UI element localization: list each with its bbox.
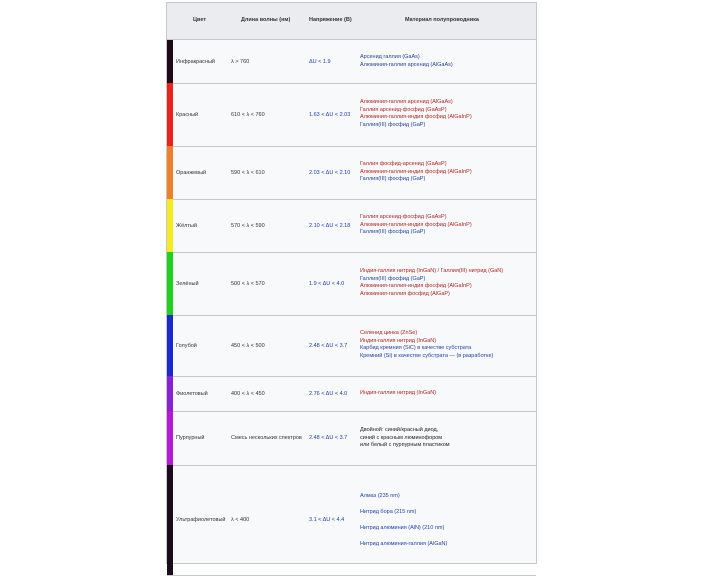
table-row bbox=[167, 315, 536, 377]
table-row bbox=[167, 465, 536, 576]
material-cell bbox=[360, 488, 532, 552]
material-link[interactable]: Селенид цинка (ZnSe) bbox=[360, 330, 418, 336]
voltage-cell: 2.76 < ΔU < 4.0 bbox=[309, 391, 348, 397]
wavelength-cell: 590 < λ < 610 bbox=[231, 170, 265, 176]
voltage-cell: 3.1 < ΔU < 4.4 bbox=[309, 517, 345, 523]
color-name: Зелёный bbox=[176, 281, 199, 287]
voltage-cell: 2.48 < ΔU < 3.7 bbox=[309, 343, 348, 349]
color-name: Красный bbox=[176, 112, 199, 118]
material-link: Двойной: синий/красный диод, bbox=[360, 427, 439, 433]
material-link[interactable]: Алюминия-галлия-индия фосфид (AlGaInP) bbox=[360, 283, 472, 290]
material-link[interactable]: Галлия фосфид-арсенид (GaAsP) bbox=[360, 161, 447, 167]
color-swatch bbox=[167, 376, 173, 411]
color-name: Инфракрасный bbox=[176, 59, 215, 65]
material-link[interactable]: Галлия арсенид-фосфид (GaAsP) bbox=[360, 106, 447, 113]
table-row bbox=[167, 199, 536, 253]
material-cell bbox=[360, 390, 532, 398]
material-cell bbox=[360, 268, 532, 298]
material-link: или белый с пурпурным пластиком bbox=[360, 442, 450, 449]
wavelength-cell: Смесь нескольких спектров bbox=[231, 435, 302, 441]
table-row bbox=[167, 411, 536, 466]
wavelength-cell: 570 < λ < 590 bbox=[231, 223, 265, 229]
table-row bbox=[167, 252, 536, 316]
voltage-cell: ΔU < 1.9 bbox=[309, 59, 331, 65]
table-row bbox=[167, 376, 536, 412]
material-link[interactable]: Галлия(III) фосфид (GaP) bbox=[360, 275, 426, 282]
material-link[interactable]: Нитрид алюминия-галлия (AlGaN) bbox=[360, 541, 448, 547]
header-wavelength[interactable]: Длина волны (нм) bbox=[241, 17, 291, 23]
material-link[interactable]: Галлия(III) фосфид (GaP) bbox=[360, 176, 426, 183]
wavelength-cell: λ > 760 bbox=[231, 59, 250, 65]
wavelength-cell: 610 < λ < 760 bbox=[231, 112, 265, 118]
material-cell bbox=[360, 330, 532, 360]
header-color[interactable]: Цвет bbox=[193, 17, 207, 23]
material-cell bbox=[360, 161, 532, 184]
material-link[interactable]: Индия-галлия нитрид (InGaN) bbox=[360, 337, 437, 344]
material-link[interactable]: Алюминия-галлия-индия фосфид (AlGaInP) bbox=[360, 114, 472, 121]
material-link[interactable]: Алюминия-галлия-индия фосфид (AlGaInP) bbox=[360, 168, 472, 175]
color-name: Голубой bbox=[176, 343, 197, 349]
color-swatch bbox=[167, 40, 173, 83]
color-swatch bbox=[167, 146, 173, 199]
header-material[interactable]: Материал полупроводника bbox=[405, 17, 479, 23]
wavelength-cell: λ < 400 bbox=[231, 517, 250, 523]
material-link[interactable]: Алюминия-галлия фосфид (AlGaP) bbox=[360, 290, 450, 297]
table-row bbox=[167, 40, 536, 84]
color-swatch bbox=[167, 83, 173, 146]
color-swatch bbox=[167, 465, 173, 575]
table-row bbox=[167, 83, 536, 147]
color-swatch bbox=[167, 252, 173, 315]
material-link[interactable]: Галлия(III) фосфид (GaP) bbox=[360, 121, 426, 128]
material-link[interactable]: Алюминия-галлия арсенид (AlGaAs) bbox=[360, 61, 453, 68]
voltage-cell: 1.63 < ΔU < 2.03 bbox=[309, 112, 351, 118]
material-link[interactable]: Алюминия-галлия-индия фосфид (AlGaInP) bbox=[360, 221, 472, 228]
color-swatch bbox=[167, 199, 173, 252]
table-row bbox=[167, 146, 536, 200]
material-cell bbox=[360, 214, 532, 237]
led-color-table bbox=[166, 2, 537, 564]
color-name: Оранжевый bbox=[176, 170, 207, 176]
voltage-cell: 2.48 < ΔU < 3.7 bbox=[309, 435, 348, 441]
material-link[interactable]: Нитрид алюминия (AlN) (210 nm) bbox=[360, 525, 445, 531]
voltage-cell: 2.10 < ΔU < 2.18 bbox=[309, 223, 351, 229]
color-name: Фиолетовый bbox=[176, 391, 208, 397]
material-cell bbox=[360, 54, 532, 69]
material-cell bbox=[360, 427, 532, 450]
header-voltage[interactable]: Напряжение (В) bbox=[309, 17, 352, 23]
material-link[interactable]: Алюминия-галлия арсенид (AlGaAs) bbox=[360, 99, 453, 105]
color-name: Жёлтый bbox=[176, 223, 197, 229]
material-link[interactable]: Нитрид бора (215 nm) bbox=[360, 509, 417, 515]
color-name: Ультрафиолетовый bbox=[176, 517, 226, 523]
color-name: Пурпурный bbox=[176, 435, 205, 441]
material-link[interactable]: Галлия арсенид-фосфид (GaAsP) bbox=[360, 214, 447, 220]
color-swatch bbox=[167, 315, 173, 376]
voltage-cell: 1.9 < ΔU < 4.0 bbox=[309, 281, 345, 287]
material-link[interactable]: Индия-галлия нитрид (InGaN) / Галлия(III) нитрид (GaN) bbox=[360, 268, 504, 274]
table-header bbox=[167, 3, 536, 40]
wavelength-cell: 400 < λ < 450 bbox=[231, 391, 265, 397]
wavelength-cell: 500 < λ < 570 bbox=[231, 281, 265, 287]
material-link: синий с красным люминофором bbox=[360, 434, 443, 441]
material-link[interactable]: Галлия(III) фосфид (GaP) bbox=[360, 229, 426, 236]
material-link[interactable]: Карбид кремния (SiC) в качестве субстрата bbox=[360, 345, 472, 352]
voltage-cell: 2.03 < ΔU < 2.10 bbox=[309, 170, 351, 176]
material-link[interactable]: Алмаз (235 nm) bbox=[360, 493, 400, 499]
color-swatch bbox=[167, 411, 173, 465]
material-link[interactable]: Кремний (Si) в качестве субстрата — (в разработке) bbox=[360, 352, 494, 359]
wavelength-cell: 450 < λ < 500 bbox=[231, 343, 265, 349]
material-link[interactable]: Индия-галлия нитрид (InGaN) bbox=[360, 390, 437, 396]
material-cell bbox=[360, 99, 532, 129]
material-link[interactable]: Арсенид галлия (GaAs) bbox=[360, 54, 420, 60]
